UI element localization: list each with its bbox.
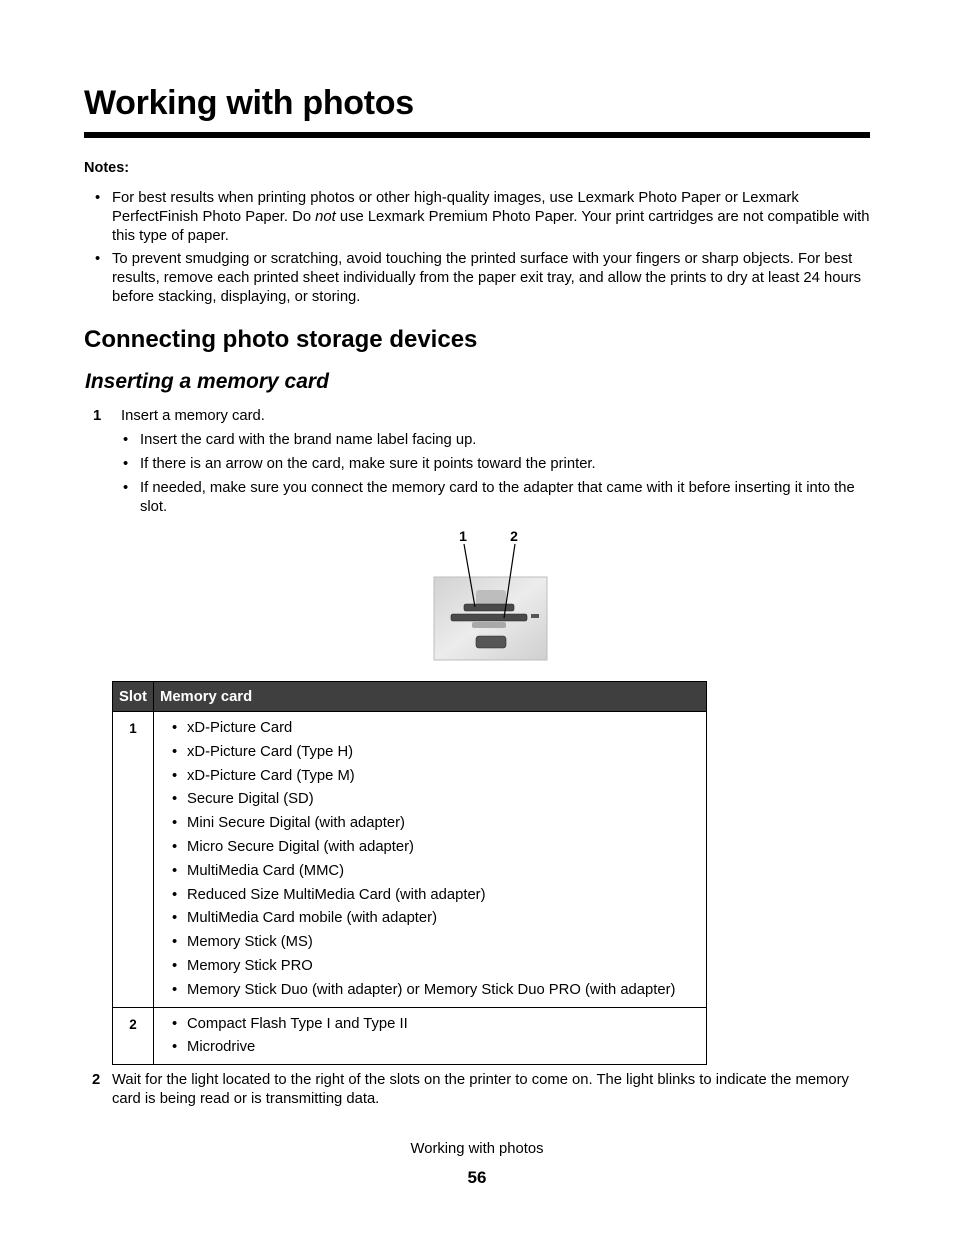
note-text-before: For best results when printing photos or other high-quality images, use Lexmark Photo Paper or Lexmark PerfectFinish Photo Paper. Do	[112, 190, 799, 225]
table-row	[113, 712, 707, 1008]
column-header-memory-card: Memory card	[154, 682, 707, 712]
slot-recess	[476, 590, 506, 606]
slot-cell: 2	[113, 1007, 154, 1065]
section-title: Connecting photo storage devices	[84, 326, 478, 353]
note-text-after: use Lexmark Premium Photo Paper. Your print cartridges are not compatible with this type of paper.	[112, 209, 870, 244]
list-item	[154, 933, 706, 952]
list-item	[154, 981, 706, 1000]
bullet-icon: •	[172, 1015, 178, 1032]
bullet-icon: •	[172, 886, 178, 903]
callout-2: 2	[510, 528, 518, 544]
card-name: Microdrive	[187, 1039, 256, 1056]
bullet-icon: •	[172, 791, 178, 808]
bullet-icon: •	[172, 957, 178, 974]
note-item	[84, 189, 874, 246]
bullet-icon: •	[172, 838, 178, 855]
note-text: To prevent smudging or scratching, avoid touching the printed surface with your fingers or sharp objects. For best results, remove each printed sheet individually from the paper exit tray, and allow the prints to dry at least 24 hours before stacking, displaying, or storing.	[112, 251, 861, 305]
notes-list	[84, 189, 874, 311]
status-light-icon	[531, 614, 539, 618]
list-item	[154, 814, 706, 833]
card-name: Micro Secure Digital (with adapter)	[187, 838, 414, 855]
bullet-icon: •	[172, 720, 178, 736]
slot-lip	[472, 622, 506, 628]
step-text: Insert a memory card.	[121, 408, 265, 424]
cards-list	[154, 712, 706, 1007]
bullet-icon: •	[172, 910, 178, 927]
step-number: 2	[92, 1072, 101, 1088]
card-name: xD-Picture Card (Type H)	[187, 743, 354, 760]
list-item	[154, 909, 706, 928]
notes-label: Notes:	[84, 160, 130, 176]
table-row	[113, 1007, 707, 1065]
list-item	[154, 719, 706, 738]
page-number: 56	[467, 1168, 487, 1187]
card-name: MultiMedia Card mobile (with adapter)	[187, 910, 438, 927]
list-item	[154, 1038, 706, 1057]
card-name: xD-Picture Card (Type M)	[187, 767, 355, 784]
list-item	[112, 479, 872, 517]
list-item	[154, 957, 706, 976]
footer-label: Working with photos	[410, 1141, 544, 1157]
bullet-icon: •	[95, 190, 101, 206]
bullet-icon: •	[123, 456, 129, 472]
list-item	[112, 455, 872, 474]
card-name: Secure Digital (SD)	[187, 791, 314, 808]
card-name: Memory Stick PRO	[187, 957, 313, 974]
table-header-row	[113, 682, 707, 712]
slot-button	[476, 636, 506, 648]
bullet-icon: •	[172, 981, 178, 998]
step-1-bullets	[112, 431, 872, 522]
list-item	[112, 431, 872, 450]
note-item	[84, 250, 874, 307]
bullet-icon: •	[172, 934, 178, 951]
list-item	[154, 790, 706, 809]
step-number: 1	[93, 408, 102, 424]
bullet-icon: •	[172, 767, 178, 784]
card-name: Memory Stick Duo (with adapter) or Memory Stick Duo PRO (with adapter)	[187, 981, 676, 998]
list-item-text: If there is an arrow on the card, make sure it points toward the printer.	[140, 456, 596, 472]
list-item-text: Insert the card with the brand name label facing up.	[140, 432, 477, 448]
list-item-text: If needed, make sure you connect the memory card to the adapter that came with it before inserting it into the slot.	[140, 480, 855, 515]
card-name: MultiMedia Card (MMC)	[187, 862, 345, 879]
bullet-icon: •	[123, 480, 129, 496]
step-text: Wait for the light located to the right of the slots on the printer to come on. The light blinks to indicate the memory card is being read or is transmitting data.	[112, 1072, 849, 1107]
page-title: Working with photos	[84, 84, 414, 122]
title-rule	[84, 132, 870, 138]
list-item	[154, 838, 706, 857]
bullet-icon: •	[172, 1039, 178, 1056]
card-name: Compact Flash Type I and Type II	[187, 1015, 408, 1032]
list-item	[154, 767, 706, 786]
card-name: xD-Picture Card	[187, 720, 293, 736]
callout-1: 1	[459, 528, 467, 544]
card-name: Memory Stick (MS)	[187, 934, 313, 951]
bullet-icon: •	[172, 743, 178, 760]
list-item	[154, 886, 706, 905]
bullet-icon: •	[123, 432, 129, 448]
memory-card-table	[112, 681, 707, 1065]
note-emphasis: not	[315, 209, 336, 225]
subsection-title: Inserting a memory card	[85, 370, 329, 393]
list-item	[154, 862, 706, 881]
list-item	[154, 743, 706, 762]
list-item	[154, 1015, 706, 1034]
cards-cell	[154, 712, 707, 1008]
memory-card-slots-illustration	[420, 522, 560, 664]
column-header-slot: Slot	[113, 682, 154, 712]
slot-cell: 1	[113, 712, 154, 1008]
cards-cell	[154, 1007, 707, 1065]
bullet-icon: •	[172, 815, 178, 832]
card-name: Mini Secure Digital (with adapter)	[187, 815, 405, 832]
bullet-icon: •	[172, 862, 178, 879]
bullet-icon: •	[95, 251, 101, 267]
cards-list	[154, 1008, 706, 1065]
slot-2	[451, 614, 527, 621]
card-name: Reduced Size MultiMedia Card (with adapter)	[187, 886, 486, 903]
